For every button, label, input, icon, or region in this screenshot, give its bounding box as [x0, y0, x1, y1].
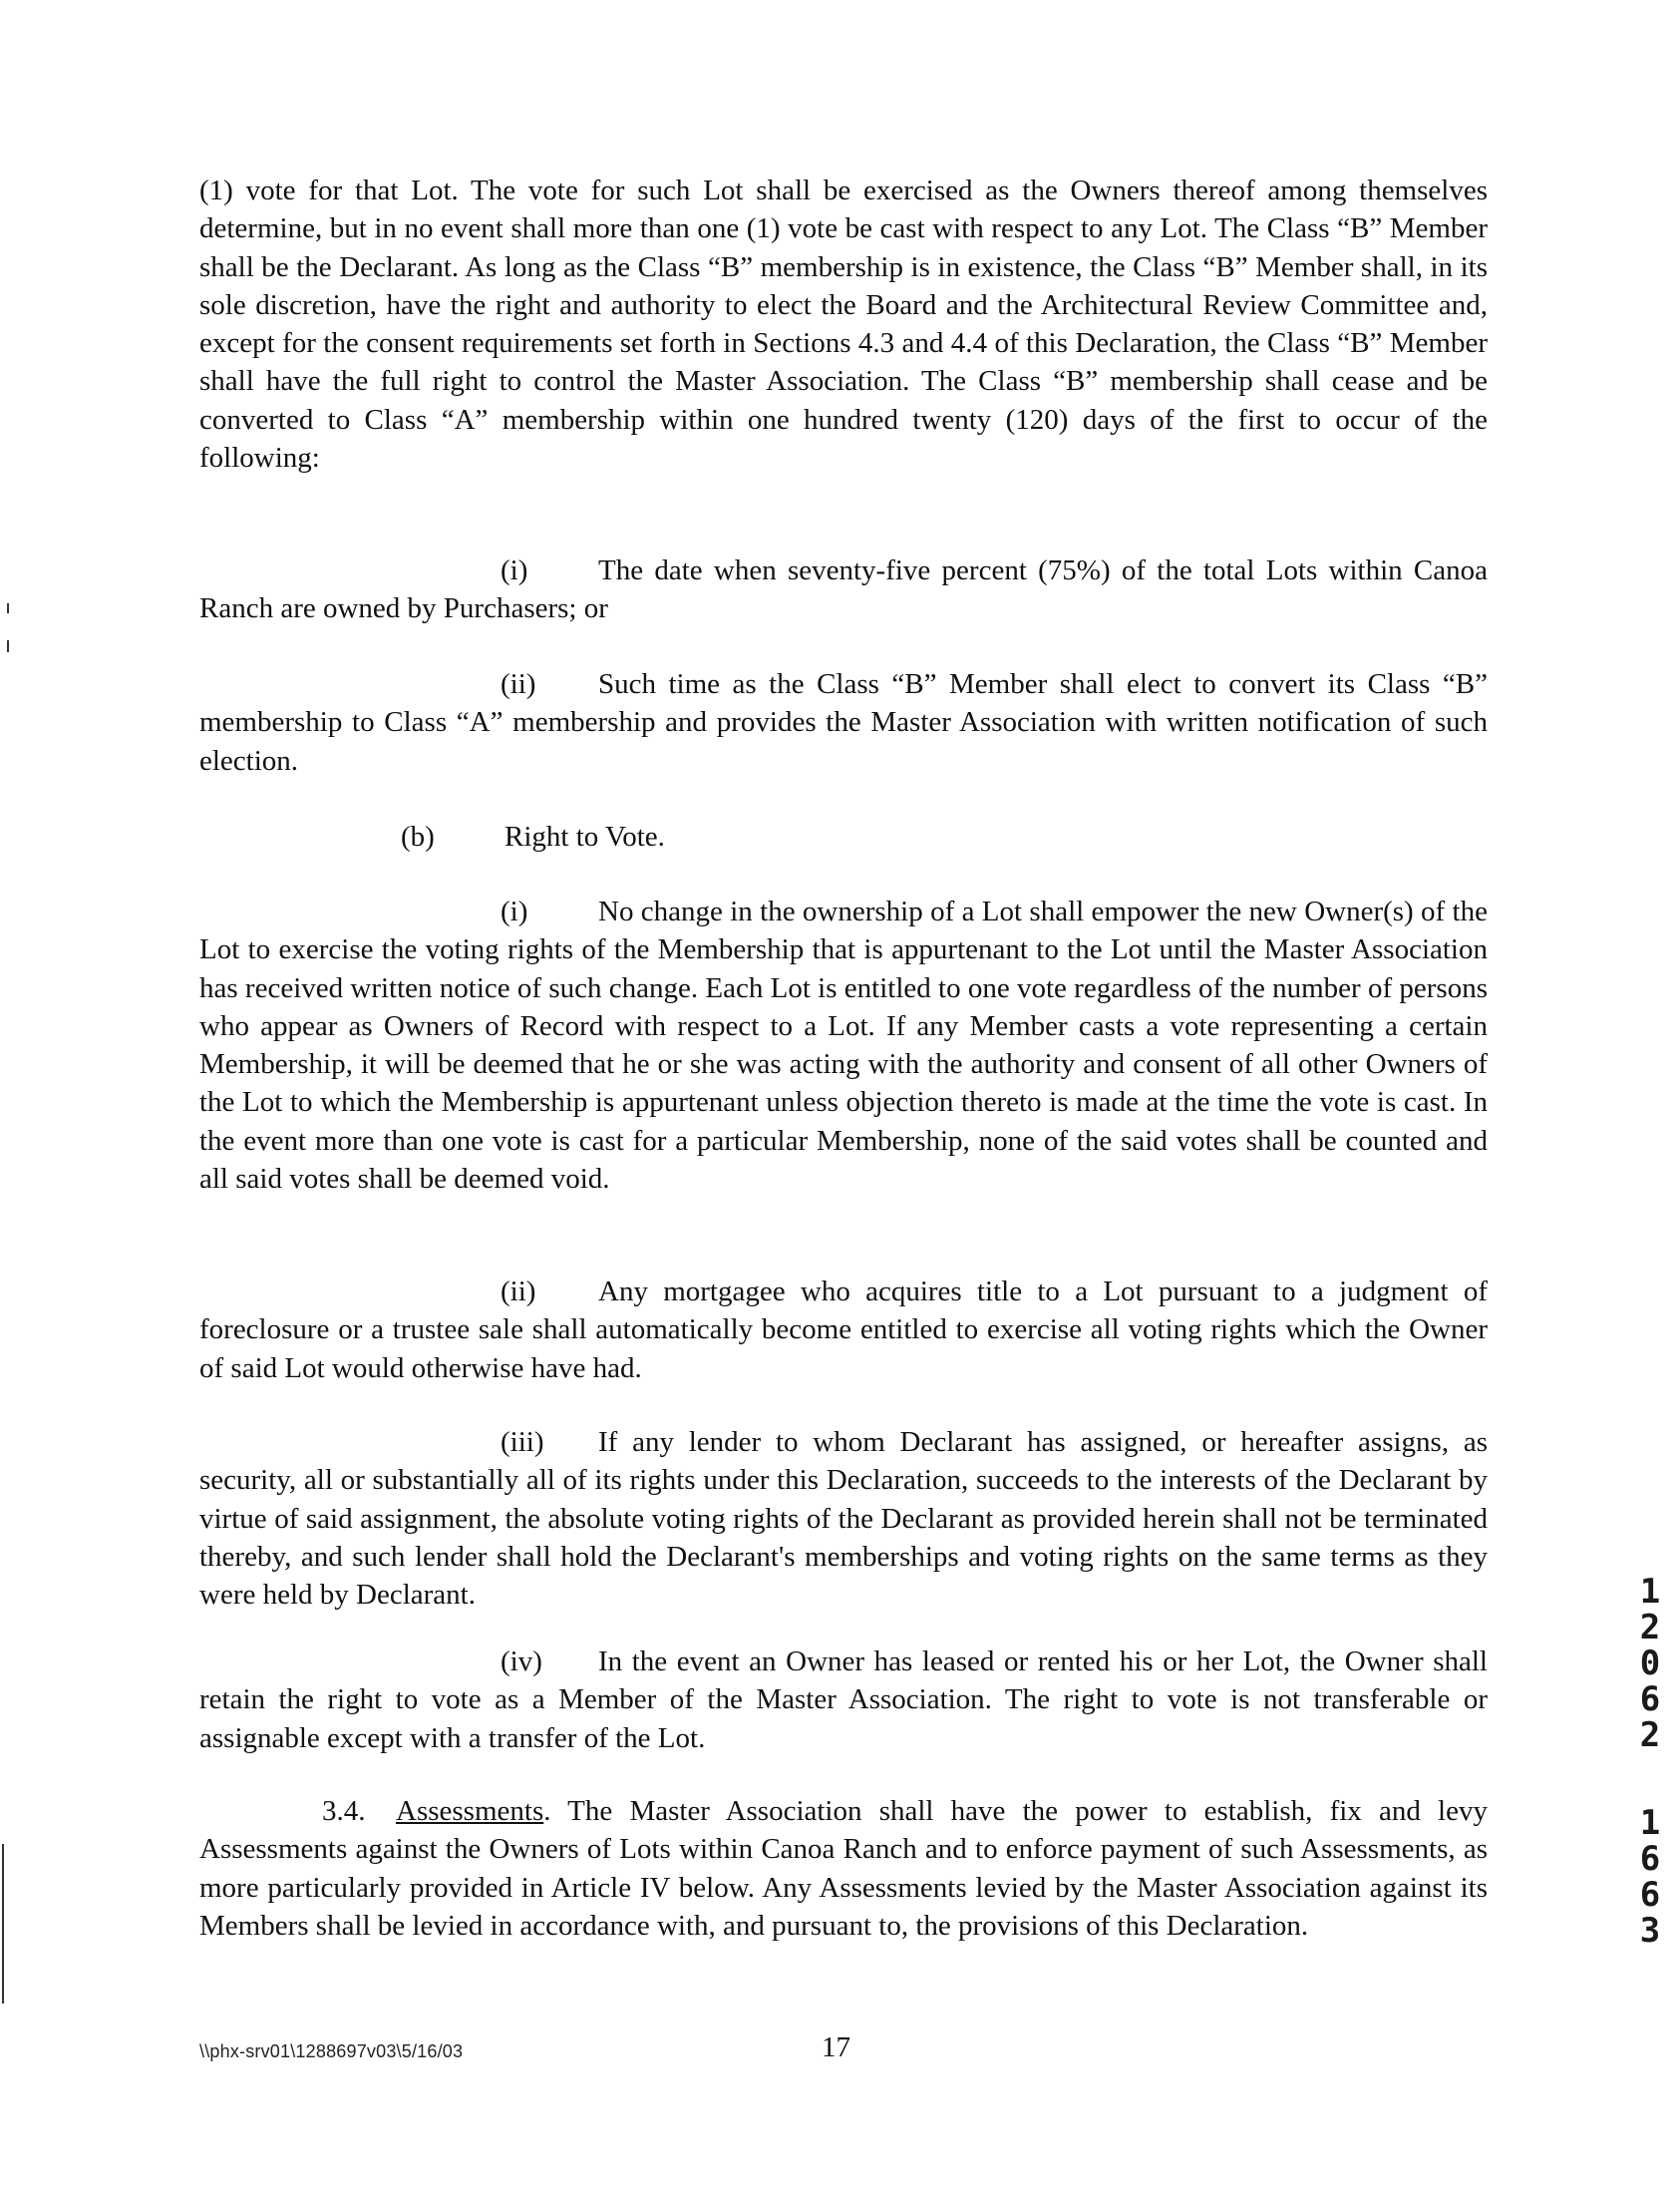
recording-number-stamp-upper	[1633, 1574, 1667, 1753]
paragraph-b-i	[199, 893, 1488, 1198]
stamp-digit: 0	[1639, 1643, 1661, 1683]
paragraph-class-b-membership: (1) vote for that Lot. The vote for such Lot shall be exercised as the Owners thereof among themselves determine, but in no event shall more than one (1) vote be cast with respect to any Lot. The Class “B” Member shall be the Declarant. As long as the Class “B” membership is in existence, the Class “B” Member shall, in its sole discretion, have the right and authority to elect the Board and the Architectural Review Committee and, except for the consent requirements set forth in Sections 4.3 and 4.4 of this Declaration, the Class “B” Member shall have the full right to control the Master Association. The Class “B” membership shall cease and be converted to Class “A” membership within one hundred twenty (120) days of the first to occur of the following:	[199, 175, 1488, 475]
revision-mark	[7, 640, 9, 652]
item-text: If any lender to whom Declarant has assigned, or hereafter assigns, as security, all or substantially all of its rights under this Declaration, succeeds to the interests of the Declarant by virtue of said assignment, the absolute voting rights of the Declarant as provided herein shall not be terminated thereby, and such lender shall hold the Declarant's memberships and voting rights on the same terms as they were held by Declarant.	[199, 1426, 1488, 1612]
stamp-digit: 2	[1639, 1608, 1661, 1647]
item-number: (iii)	[501, 1426, 544, 1458]
paragraph-a-ii	[199, 665, 1488, 780]
stamp-digit: 6	[1639, 1839, 1661, 1879]
stamp-digit: 3	[1639, 1911, 1661, 1951]
subsection-b-heading	[199, 818, 1488, 856]
item-number: (ii)	[501, 1276, 536, 1307]
item-number: (ii)	[501, 668, 536, 700]
paragraph-b-ii	[199, 1273, 1488, 1387]
paragraph-b-iv	[199, 1642, 1488, 1757]
paragraph-b-iii	[199, 1423, 1488, 1614]
item-text: No change in the ownership of a Lot shall empower the new Owner(s) of the Lot to exercise the voting rights of the Membership that is appurtenant to the Lot until the Master Association has received written notice of such change. Each Lot is entitled to one vote regardless of the number of persons who appear as Owners of Record with respect to a Lot. If any Member casts a vote representing a certain Membership, it will be deemed that he or she was acting with the authority and consent of all other Owners of the Lot to which the Membership is appurtenant unless objection thereto is made at the time the vote is cast. In the event more than one vote is cast for a particular Membership, none of the said votes shall be counted and all said votes shall be deemed void.	[199, 896, 1488, 1196]
stamp-digit: 2	[1639, 1715, 1661, 1755]
stamp-digit: 1	[1639, 1803, 1661, 1843]
page-number: 17	[822, 2031, 850, 2063]
item-text: In the event an Owner has leased or rented his or her Lot, the Owner shall retain the right to vote as a Member of the Master Association. The right to vote is not transferable or assignable except with a transfer of the Lot.	[199, 1645, 1488, 1754]
paragraph-a-i	[199, 551, 1488, 628]
item-text: Such time as the Class “B” Member shall elect to convert its Class “B” membership to Class “A” membership and provides the Master Association with written notification of such election.	[199, 668, 1488, 777]
subsection-number: (b)	[401, 821, 435, 853]
section-title: Assessments	[396, 1795, 544, 1827]
stamp-digit: 6	[1639, 1875, 1661, 1915]
section-body: . The Master Association shall have the power to establish, fix and levy Assessments against the Owners of Lots within Canoa Ranch and to enforce payment of such Assessments, as more particularly provided in Article IV below. Any Assessments levied by the Master Association against its Members shall be levied in accordance with, and pursuant to, the provisions of this Declaration.	[199, 1795, 1488, 1942]
item-number: (iv)	[501, 1645, 542, 1677]
revision-bar	[2, 1844, 4, 2004]
item-text: The date when seventy-five percent (75%) of the total Lots within Canoa Ranch are owned by Purchasers; or	[199, 554, 1488, 625]
item-text: Any mortgagee who acquires title to a Lot pursuant to a judgment of foreclosure or a trustee sale shall automatically become entitled to exercise all voting rights which the Owner of said Lot would otherwise have had.	[199, 1276, 1488, 1384]
subsection-title: Right to Vote.	[504, 821, 665, 853]
section-3-4	[199, 1792, 1488, 1945]
stamp-digit: 1	[1639, 1572, 1661, 1612]
recording-number-stamp-lower	[1633, 1805, 1667, 1949]
stamp-digit: 6	[1639, 1679, 1661, 1719]
item-number: (i)	[501, 896, 528, 927]
section-number: 3.4.	[322, 1795, 366, 1827]
item-number: (i)	[501, 554, 528, 586]
revision-mark	[7, 603, 9, 613]
document-path-footer: \\phx-srv01\1288697v03\5/16/03	[199, 2041, 464, 2061]
